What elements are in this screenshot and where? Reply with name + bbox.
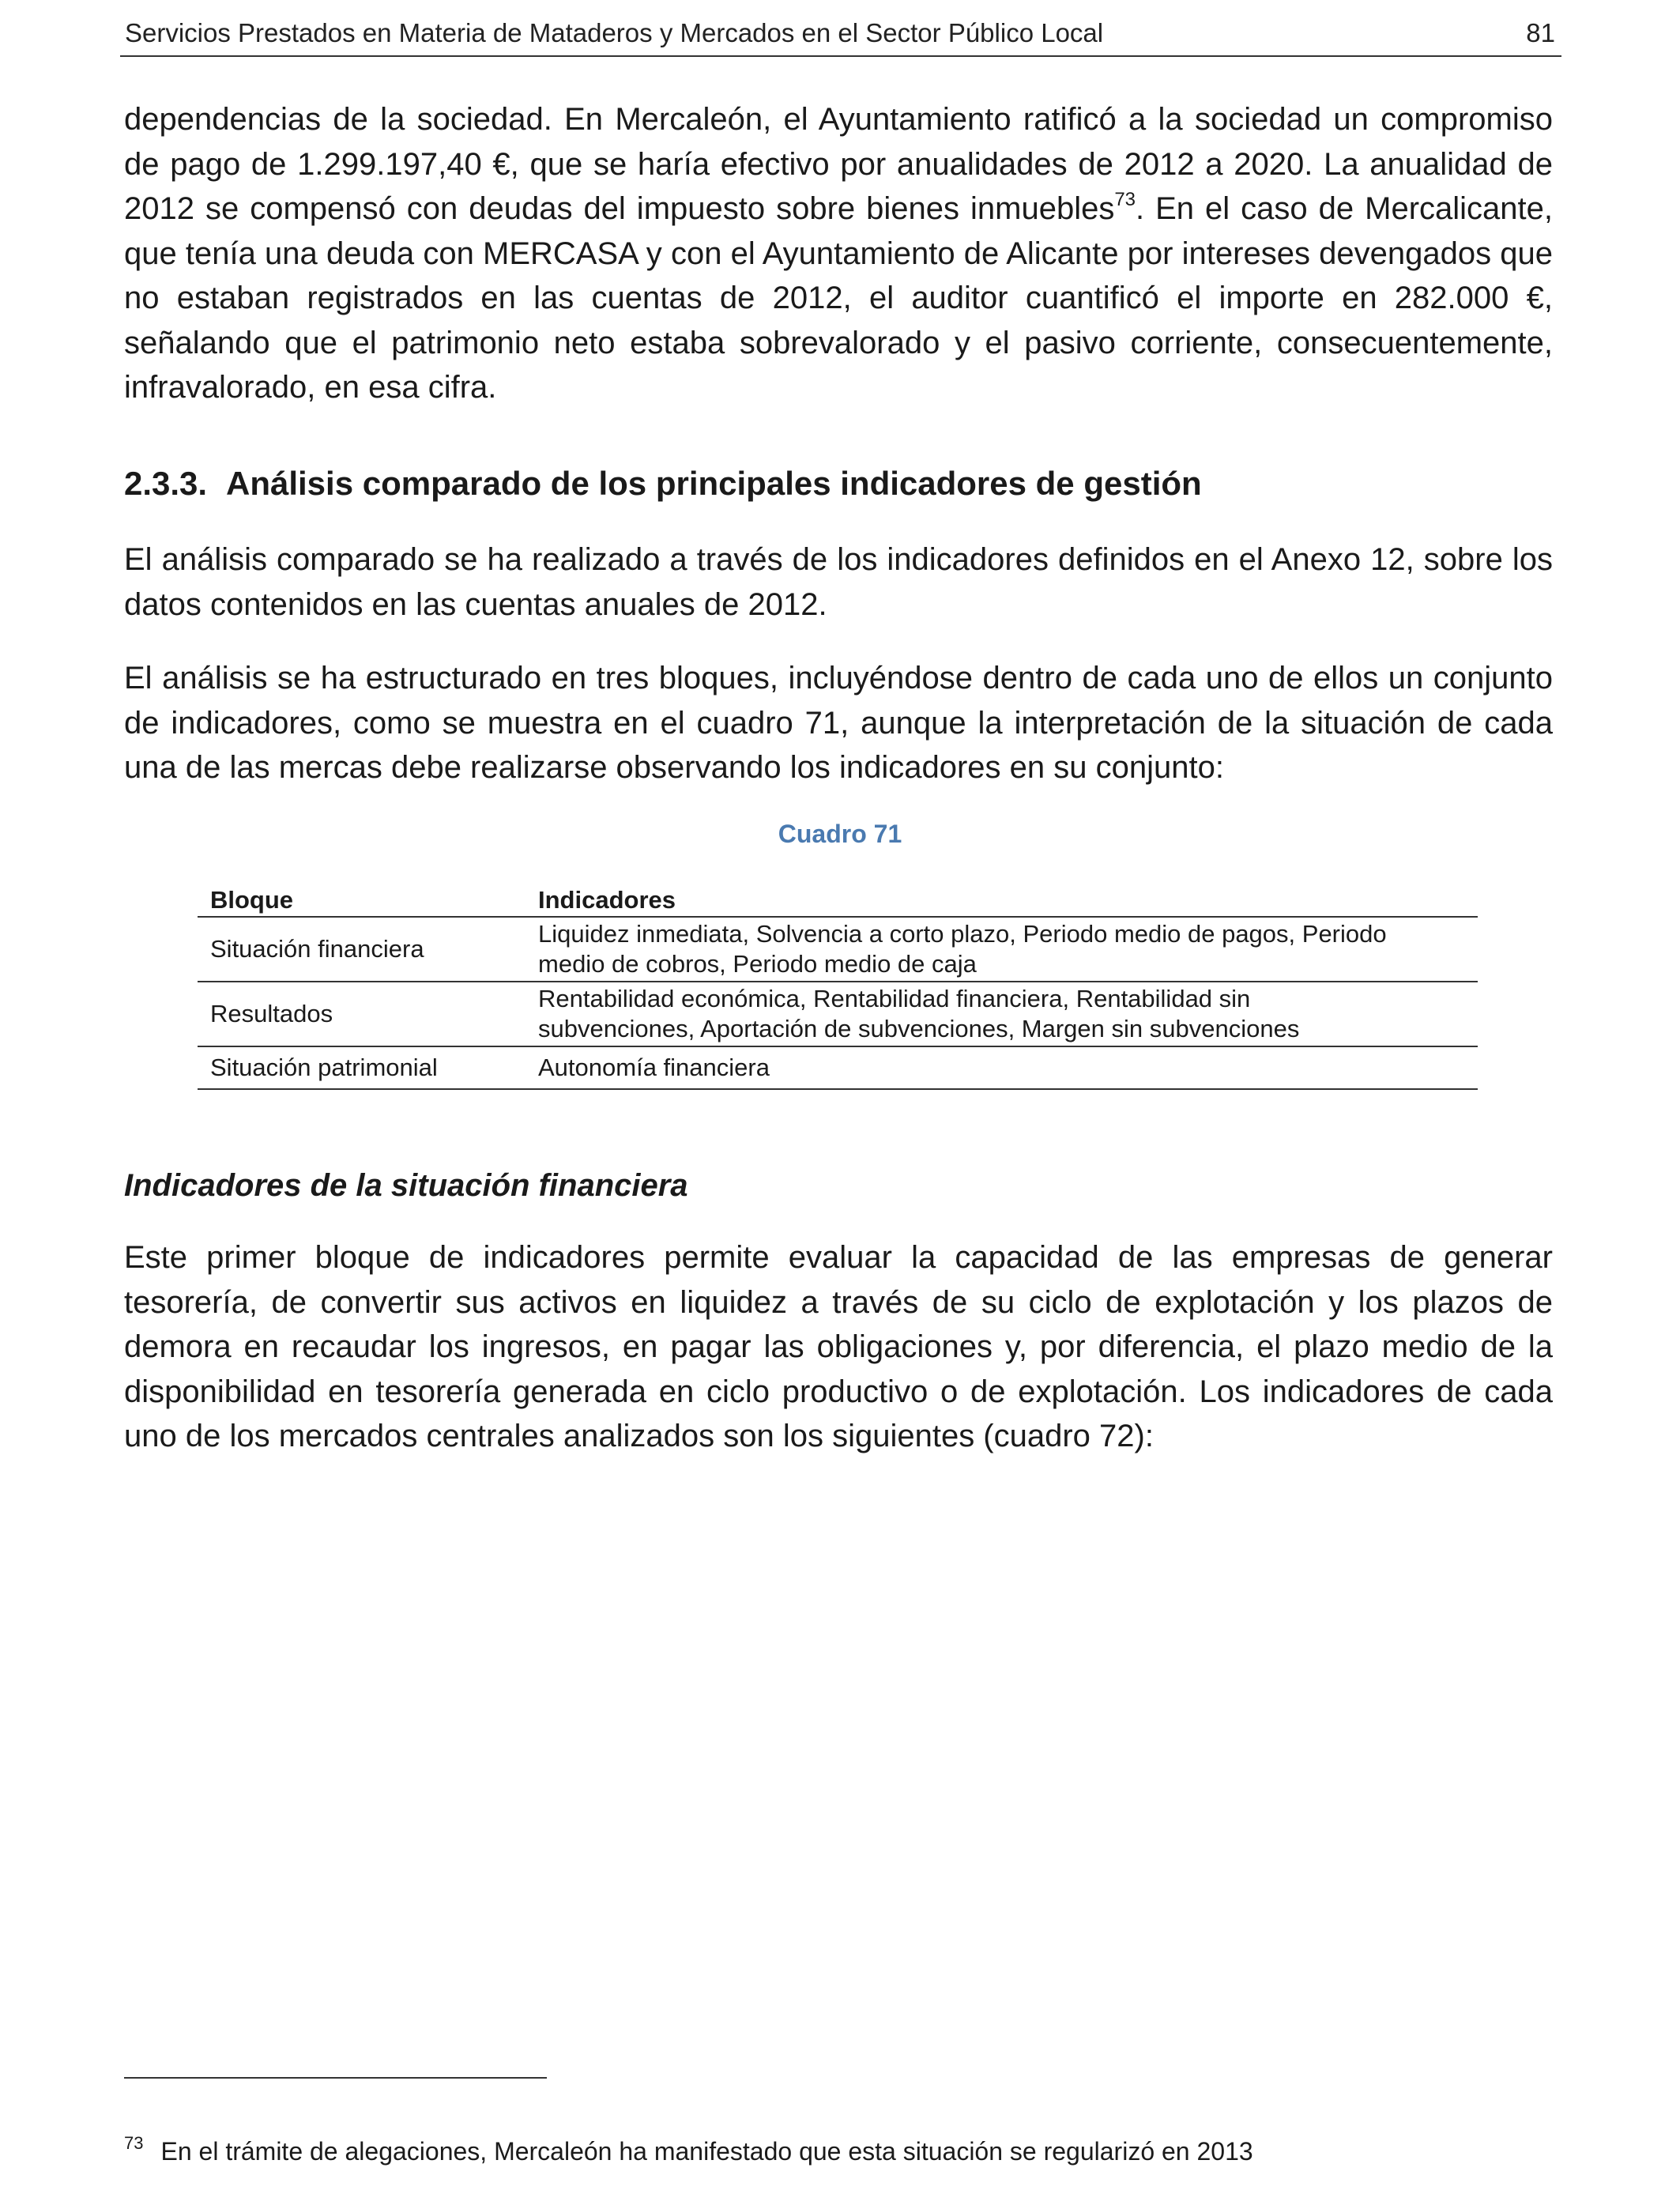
column-header-indicadores: Indicadores bbox=[525, 875, 1478, 917]
cell-line: Rentabilidad económica, Rentabilidad financiera, Rentabilidad sin bbox=[538, 985, 1251, 1012]
footnote-separator bbox=[124, 2077, 547, 2079]
paragraph-1 bbox=[124, 97, 1553, 410]
footnote-mark: 73 bbox=[124, 2133, 144, 2153]
cell-line: Liquidez inmediata, Solvencia a corto plazo, Periodo medio de pagos, Periodo bbox=[538, 920, 1387, 948]
cell-line: Autonomía financiera bbox=[538, 1054, 770, 1081]
cell-bloque: Situación financiera bbox=[198, 917, 525, 982]
footnote bbox=[124, 2134, 1253, 2169]
paragraph-2: El análisis comparado se ha realizado a través de los indicadores definidos en el Anexo 12, sobre los datos contenidos en las cuentas anuales de 2012. bbox=[124, 542, 1553, 622]
table-row bbox=[198, 1046, 1478, 1089]
running-title: Servicios Prestados en Materia de Mataderos y Mercados en el Sector Público Local bbox=[125, 18, 1104, 47]
section-heading bbox=[124, 462, 1202, 506]
running-header bbox=[120, 14, 1561, 57]
table-caption: Cuadro 71 bbox=[778, 820, 902, 848]
section-title: Análisis comparado de los principales indicadores de gestión bbox=[226, 465, 1202, 502]
table-header-row bbox=[198, 875, 1478, 917]
footnote-reference[interactable]: 73 bbox=[1114, 189, 1136, 210]
cell-bloque: Resultados bbox=[198, 982, 525, 1046]
table-row bbox=[198, 917, 1478, 982]
paragraph-4: Este primer bloque de indicadores permite evaluar la capacidad de las empresas de generar tesorería, de convertir sus activos en liquidez a través de su ciclo de explotación y los plazos de demora en recaudar los ingresos, en pagar las obligaciones y, por diferencia, el plazo medio de la disponibilidad en tesorería generada en ciclo productivo o de explotación. Los indicadores de cada uno de los mercados centrales analizados son los siguientes (cuadro 72): bbox=[124, 1240, 1553, 1453]
table-row bbox=[198, 982, 1478, 1046]
page-number: 81 bbox=[1526, 18, 1555, 47]
cell-bloque: Situación patrimonial bbox=[198, 1046, 525, 1089]
paragraph-3: El análisis se ha estructurado en tres bloques, incluyéndose dentro de cada uno de ellos un conjunto de indicadores, como se muestra en el cuadro 71, aunque la interpretación de la situación de cada una de las mercas debe realizarse observando los indicadores en su conjunto: bbox=[124, 661, 1553, 785]
paragraph-1-text-b: . En el caso de Mercalicante, que tenía una deuda con MERCASA y con el Ayuntamiento de Alicante por intereses devengados que no estaban registrados en las cuentas de 2012, el auditor cuantificó el importe en 282.000 €, señalando que el patrimonio neto estaba sobrevalorado y el pasivo corriente, consecuentemente, infravalorado, en esa cifra. bbox=[124, 191, 1553, 405]
cell-indicadores bbox=[525, 1046, 1478, 1089]
cell-line: subvenciones, Aportación de subvenciones, Margen sin subvenciones bbox=[538, 1015, 1300, 1042]
section-number: 2.3.3. bbox=[124, 465, 208, 502]
column-header-bloque: Bloque bbox=[198, 875, 525, 917]
paragraph-1-text-a: dependencias de la sociedad. En Mercaleón, el Ayuntamiento ratificó a la sociedad un compromiso de pago de 1.299.197,40 €, que se haría efectivo por anualidades de 2012 a 2020. La anualidad de 2012 se compensó con deudas del impuesto sobre bienes inmuebles bbox=[124, 102, 1553, 226]
indicators-table bbox=[198, 875, 1478, 1090]
footnote-text: En el trámite de alegaciones, Mercaleón ha manifestado que esta situación se regularizó en 2013 bbox=[160, 2137, 1253, 2166]
cell-indicadores bbox=[525, 982, 1478, 1046]
cell-indicadores bbox=[525, 917, 1478, 982]
cell-line: medio de cobros, Periodo medio de caja bbox=[538, 950, 977, 978]
subsection-heading: Indicadores de la situación financiera bbox=[124, 1168, 688, 1203]
